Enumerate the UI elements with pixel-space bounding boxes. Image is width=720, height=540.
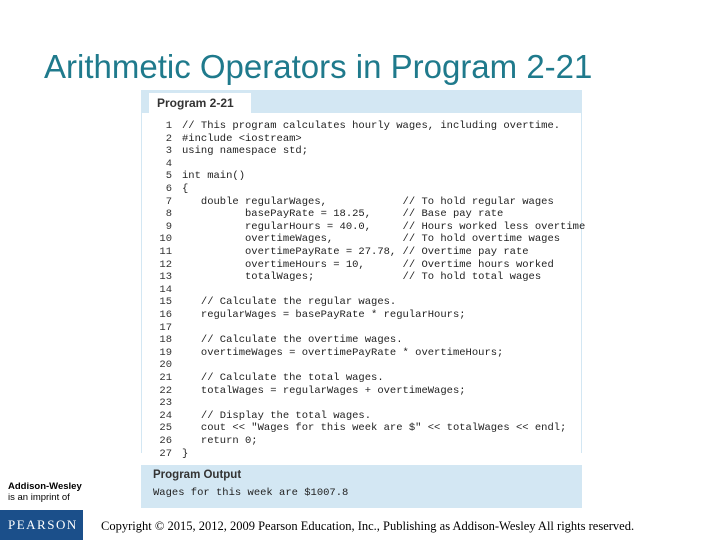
code-line: [142, 397, 583, 410]
code-line: [142, 322, 583, 335]
line-number: 7: [165, 195, 172, 208]
code-line: [142, 246, 583, 259]
line-code-text: regularWages = basePayRate * regularHours;: [182, 309, 466, 321]
line-number: 4: [165, 157, 172, 170]
line-number: 10: [159, 233, 172, 246]
line-number: 13: [159, 271, 172, 284]
code-line: [142, 133, 583, 146]
line-number: 3: [165, 145, 172, 158]
code-line: [142, 208, 583, 221]
line-number: 23: [159, 397, 172, 410]
line-code-text: // This program calculates hourly wages, including overtime.: [182, 120, 561, 132]
code-line: [142, 347, 583, 360]
output-text: Wages for this week are $1007.8: [153, 487, 349, 499]
publisher-name: Addison-Wesley: [8, 481, 82, 492]
line-number: 16: [159, 309, 172, 321]
line-number: 21: [159, 372, 172, 384]
slide-title: Arithmetic Operators in Program 2-21: [44, 48, 593, 85]
line-code-text: using namespace std;: [182, 145, 309, 158]
line-number: 6: [165, 183, 172, 195]
line-code-text: // Calculate the total wages.: [182, 372, 384, 384]
listing-header: [141, 90, 582, 113]
code-line: [142, 372, 583, 385]
code-line: [142, 120, 583, 133]
code-line: [142, 309, 583, 322]
code-line: [142, 145, 583, 158]
copyright-notice: Copyright © 2015, 2012, 2009 Pearson Education, Inc., Publishing as Addison-Wesley All rights reserved.: [101, 519, 635, 533]
line-number: 17: [159, 321, 172, 334]
line-code-text: // Display the total wages.: [182, 409, 372, 422]
line-number: 9: [165, 220, 172, 233]
line-code-text: totalWages = regularWages + overtimeWages;: [182, 384, 466, 397]
code-line: [142, 220, 586, 234]
line-code-text: overtimeWages, // To hold overtime wages: [182, 233, 561, 246]
line-number: 20: [159, 359, 172, 372]
line-number: 1: [165, 120, 172, 132]
line-code-text: overtimeHours = 10, // Overtime hours worked: [182, 258, 554, 271]
line-code-text: cout << "Wages for this week are $" << totalWages << endl;: [182, 422, 567, 435]
line-number: 22: [159, 384, 172, 397]
program-label: Program 2-21: [149, 93, 251, 113]
line-number: 2: [165, 132, 172, 145]
line-number: 12: [159, 258, 172, 271]
code-line: [142, 183, 583, 196]
code-line: [142, 385, 583, 398]
code-area: [141, 113, 586, 460]
line-number: 5: [165, 170, 172, 183]
line-code-text: }: [182, 447, 189, 460]
line-code-text: // Calculate the overtime wages.: [182, 334, 403, 347]
line-code-text: #include <iostream>: [182, 132, 302, 145]
code-line: [142, 359, 583, 372]
code-line: [142, 410, 583, 423]
line-code-text: overtimePayRate = 27.78, // Overtime pay rate: [182, 246, 529, 258]
code-line: [142, 422, 583, 435]
code-line: [142, 196, 583, 209]
line-number: 24: [159, 409, 172, 422]
publisher-imprint: is an imprint of: [8, 492, 70, 503]
code-line: [142, 170, 583, 183]
line-code-text: // Calculate the regular wages.: [182, 296, 397, 309]
program-output-box: [141, 465, 582, 508]
line-code-text: {: [182, 183, 189, 195]
line-code-text: totalWages; // To hold total wages: [182, 271, 542, 284]
code-line: [142, 448, 583, 461]
code-line: [142, 259, 583, 272]
line-code-text: basePayRate = 18.25, // Base pay rate: [182, 208, 504, 221]
line-number: 15: [159, 296, 172, 309]
line-number: 26: [159, 435, 172, 447]
code-line: [142, 233, 583, 246]
line-number: 8: [165, 208, 172, 221]
line-code-text: return 0;: [182, 435, 258, 447]
line-number: 25: [159, 422, 172, 435]
line-number: 27: [159, 447, 172, 460]
pearson-logo: [0, 510, 83, 540]
code-line: [142, 158, 583, 171]
line-code-text: int main(): [182, 170, 246, 183]
code-line: [142, 271, 583, 284]
program-listing: [141, 90, 586, 508]
line-number: 19: [159, 346, 172, 359]
code-line: [142, 284, 583, 297]
line-code-text: double regularWages, // To hold regular wages: [182, 195, 554, 208]
line-code-text: overtimeWages = overtimePayRate * overtimeHours;: [182, 346, 504, 359]
line-number: 18: [159, 334, 172, 347]
line-code-text: regularHours = 40.0, // Hours worked less overtime: [182, 220, 586, 233]
code-line: [142, 296, 583, 309]
output-title: Program Output: [153, 469, 242, 481]
code-line: [142, 435, 583, 448]
line-number: 14: [159, 283, 172, 296]
line-number: 11: [159, 246, 172, 258]
pearson-logo-text: PEARSON: [8, 517, 78, 532]
code-line: [142, 334, 583, 347]
